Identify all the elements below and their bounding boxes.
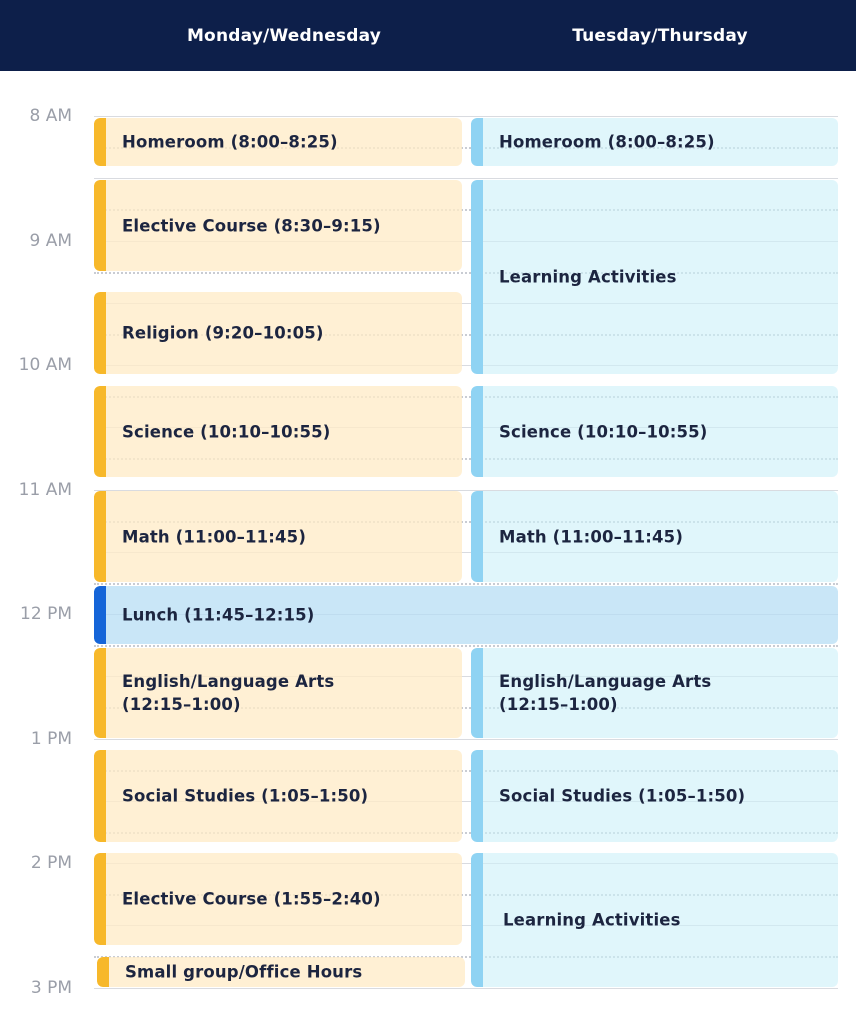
gridline-dotted — [94, 583, 838, 585]
class-label: Small group/Office Hours — [125, 962, 363, 982]
class-block-homeroom-mw[interactable] — [94, 118, 462, 166]
class-label: Learning Activities — [503, 910, 681, 930]
gridline-dotted — [94, 645, 838, 647]
class-label: English/Language Arts (12:15–1:00) — [122, 672, 335, 714]
class-label: Homeroom (8:00–8:25) — [499, 132, 715, 152]
color-bar — [471, 853, 483, 987]
gridline-solid — [94, 178, 838, 179]
color-bar — [94, 750, 106, 842]
color-bar — [94, 648, 106, 738]
time-label: 9 AM — [29, 231, 72, 251]
class-block-learning-activities-tt[interactable] — [471, 180, 838, 374]
day-label-tuesday-thursday: Tuesday/Thursday — [572, 26, 748, 46]
color-bar — [471, 491, 483, 582]
lunch-block[interactable] — [94, 586, 838, 644]
color-bar — [471, 180, 483, 374]
time-label: 10 AM — [18, 355, 72, 375]
color-bar — [471, 118, 483, 166]
class-block-science-tt[interactable] — [471, 386, 838, 477]
class-block-office-hours-mw[interactable] — [97, 957, 465, 987]
color-bar — [94, 586, 106, 644]
class-label: Religion (9:20–10:05) — [122, 323, 324, 343]
class-label: English/Language Arts (12:15–1:00) — [499, 672, 712, 714]
class-label: Social Studies (1:05–1:50) — [499, 786, 746, 806]
class-block-religion-mw[interactable] — [94, 292, 462, 374]
color-bar — [94, 386, 106, 477]
class-block-social-studies-tt[interactable] — [471, 750, 838, 842]
time-label: 8 AM — [29, 106, 72, 126]
color-bar — [94, 853, 106, 945]
time-label: 12 PM — [20, 604, 72, 624]
class-label: Social Studies (1:05–1:50) — [122, 786, 369, 806]
time-label: 11 AM — [18, 480, 72, 500]
class-label: Math (11:00–11:45) — [122, 527, 307, 546]
class-block-social-studies-mw[interactable] — [94, 750, 462, 842]
color-bar — [471, 750, 483, 842]
color-bar — [94, 491, 106, 582]
class-block-homeroom-tt[interactable] — [471, 118, 838, 166]
color-bar — [94, 118, 106, 166]
gridline-solid — [94, 988, 838, 989]
color-bar — [471, 648, 483, 738]
class-block-learning-activities-afternoon-tt[interactable] — [471, 853, 838, 987]
class-block-math-tt[interactable] — [471, 491, 838, 582]
day-header — [0, 0, 856, 71]
gridline-solid — [94, 739, 838, 740]
class-block-science-mw[interactable] — [94, 386, 462, 477]
class-label: Homeroom (8:00–8:25) — [122, 132, 338, 152]
class-label: Science (10:10–10:55) — [122, 422, 331, 441]
time-label: 1 PM — [30, 729, 72, 749]
class-label: Elective Course (1:55–2:40) — [122, 889, 381, 909]
class-block-elective-mw[interactable] — [94, 180, 462, 271]
class-label: Elective Course (8:30–9:15) — [122, 216, 381, 235]
time-label: 3 PM — [30, 978, 72, 998]
lunch-label: Lunch (11:45–12:15) — [122, 605, 315, 625]
color-bar — [97, 957, 109, 987]
class-label: Science (10:10–10:55) — [499, 422, 708, 441]
day-label-monday-wednesday: Monday/Wednesday — [186, 26, 382, 46]
color-bar — [471, 386, 483, 477]
class-block-elective-afternoon-mw[interactable] — [94, 853, 462, 945]
color-bar — [94, 180, 106, 271]
class-label: Learning Activities — [499, 267, 677, 287]
gridline-solid — [94, 116, 838, 117]
class-block-english-tt[interactable] — [471, 648, 838, 738]
class-block-english-mw[interactable] — [94, 648, 462, 738]
class-label: Math (11:00–11:45) — [499, 527, 684, 546]
color-bar — [94, 292, 106, 374]
class-block-math-mw[interactable] — [94, 491, 462, 582]
time-label: 2 PM — [30, 853, 72, 873]
